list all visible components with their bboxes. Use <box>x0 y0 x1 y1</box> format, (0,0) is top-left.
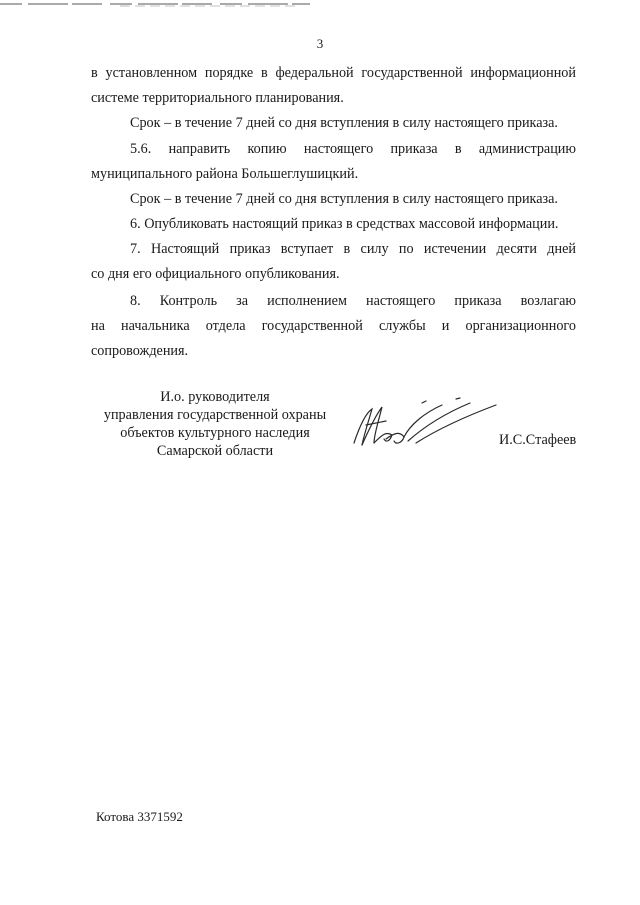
scan-artifact-lines <box>0 3 320 7</box>
paragraph-line: сопровождения. <box>91 343 189 359</box>
paragraph-line: на начальника отдела государственной службы и организационного <box>91 318 576 334</box>
signer-name: И.С.Стафеев <box>499 432 577 448</box>
paragraph-line: муниципального района Большеглушицкий. <box>91 166 359 182</box>
signatory-title <box>90 388 340 460</box>
paragraph-line: 7. Настоящий приказ вступает в силу по истечении десяти дней <box>130 241 576 257</box>
deadline-paragraph: Срок – в течение 7 дней со дня вступления в силу настоящего приказа. <box>130 191 558 207</box>
signatory-title-line: И.о. руководителя <box>160 389 270 405</box>
deadline-paragraph: Срок – в течение 7 дней со дня вступления в силу настоящего приказа. <box>130 115 558 131</box>
handwritten-signature <box>346 395 516 455</box>
paragraph-line: 8. Контроль за исполнением настоящего приказа возлагаю <box>130 293 576 309</box>
executor-contact: Котова 3371592 <box>96 809 183 824</box>
paragraph-line: в установленном порядке в федеральной государственной информационной <box>91 65 576 81</box>
signatory-title-line: объектов культурного наследия <box>120 425 310 441</box>
paragraph-line: 5.6. направить копию настоящего приказа в администрацию <box>130 141 576 157</box>
signatory-title-line: Самарской области <box>156 443 274 459</box>
paragraph-line: со дня его официального опубликования. <box>91 266 340 282</box>
signatory-title-line: управления государственной охраны <box>103 407 327 423</box>
page-number: 3 <box>316 36 324 51</box>
paragraph-publish: 6. Опубликовать настоящий приказ в средствах массовой информации. <box>130 216 559 232</box>
paragraph-line: системе территориального планирования. <box>91 90 344 106</box>
